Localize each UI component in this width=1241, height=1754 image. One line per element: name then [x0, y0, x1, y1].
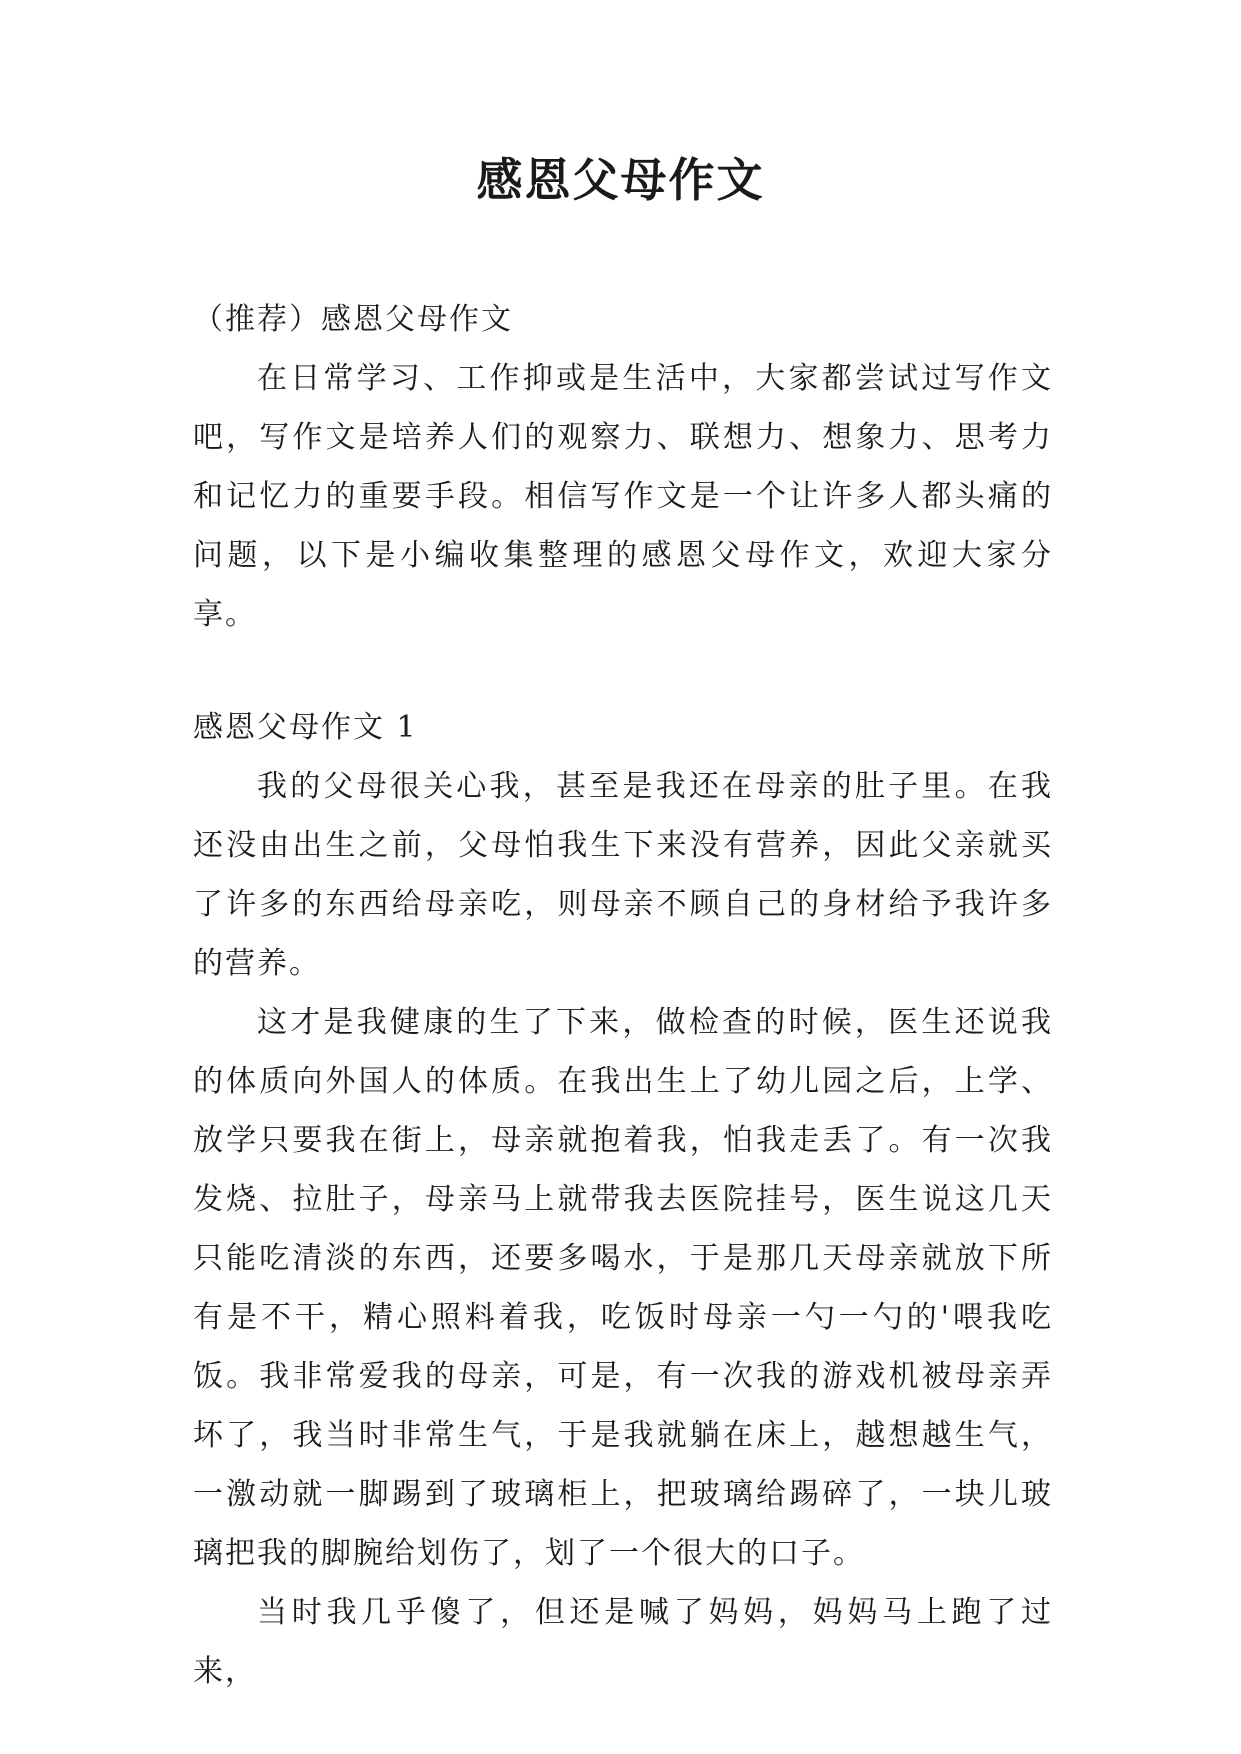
document-subtitle: （推荐）感恩父母作文 — [193, 302, 513, 337]
body-paragraph: 我的父母很关心我，甚至是我还在母亲的肚子里。在我还没由出生之前，父母怕我生下来没有营养，因此父亲就买了许多的东西给母亲吃，则母亲不顾自己的身材给予我许多的营养。 — [193, 769, 1053, 981]
intro-paragraph: 在日常学习、工作抑或是生活中，大家都尝试过写作文吧，写作文是培养人们的观察力、联想力、想象力、思考力和记忆力的重要手段。相信写作文是一个让许多人都头痛的问题，以下是小编收集整理的感恩父母作文，欢迎大家分享。 — [193, 361, 1053, 632]
section-heading: 感恩父母作文 1 — [193, 710, 418, 745]
document-body — [193, 290, 1053, 1701]
body-paragraph: 当时我几乎傻了，但还是喊了妈妈，妈妈马上跑了过来， — [193, 1595, 1053, 1689]
body-paragraph: 这才是我健康的生了下来，做检查的时候，医生还说我的体质向外国人的体质。在我出生上了幼儿园之后，上学、放学只要我在街上，母亲就抱着我，怕我走丢了。有一次我发烧、拉肚子，母亲马上就带我去医院挂号，医生说这几天只能吃清淡的东西，还要多喝水，于是那几天母亲就放下所有是不干，精心照料着我，吃饭时母亲一勺一勺的'喂我吃饭。我非常爱我的母亲，可是，有一次我的游戏机被母亲弄坏了，我当时非常生气，于是我就躺在床上，越想越生气，一激动就一脚踢到了玻璃柜上，把玻璃给踢碎了，一块儿玻璃把我的脚腕给划伤了，划了一个很大的口子。 — [193, 1005, 1053, 1571]
document-title: 感恩父母作文 — [476, 153, 765, 207]
